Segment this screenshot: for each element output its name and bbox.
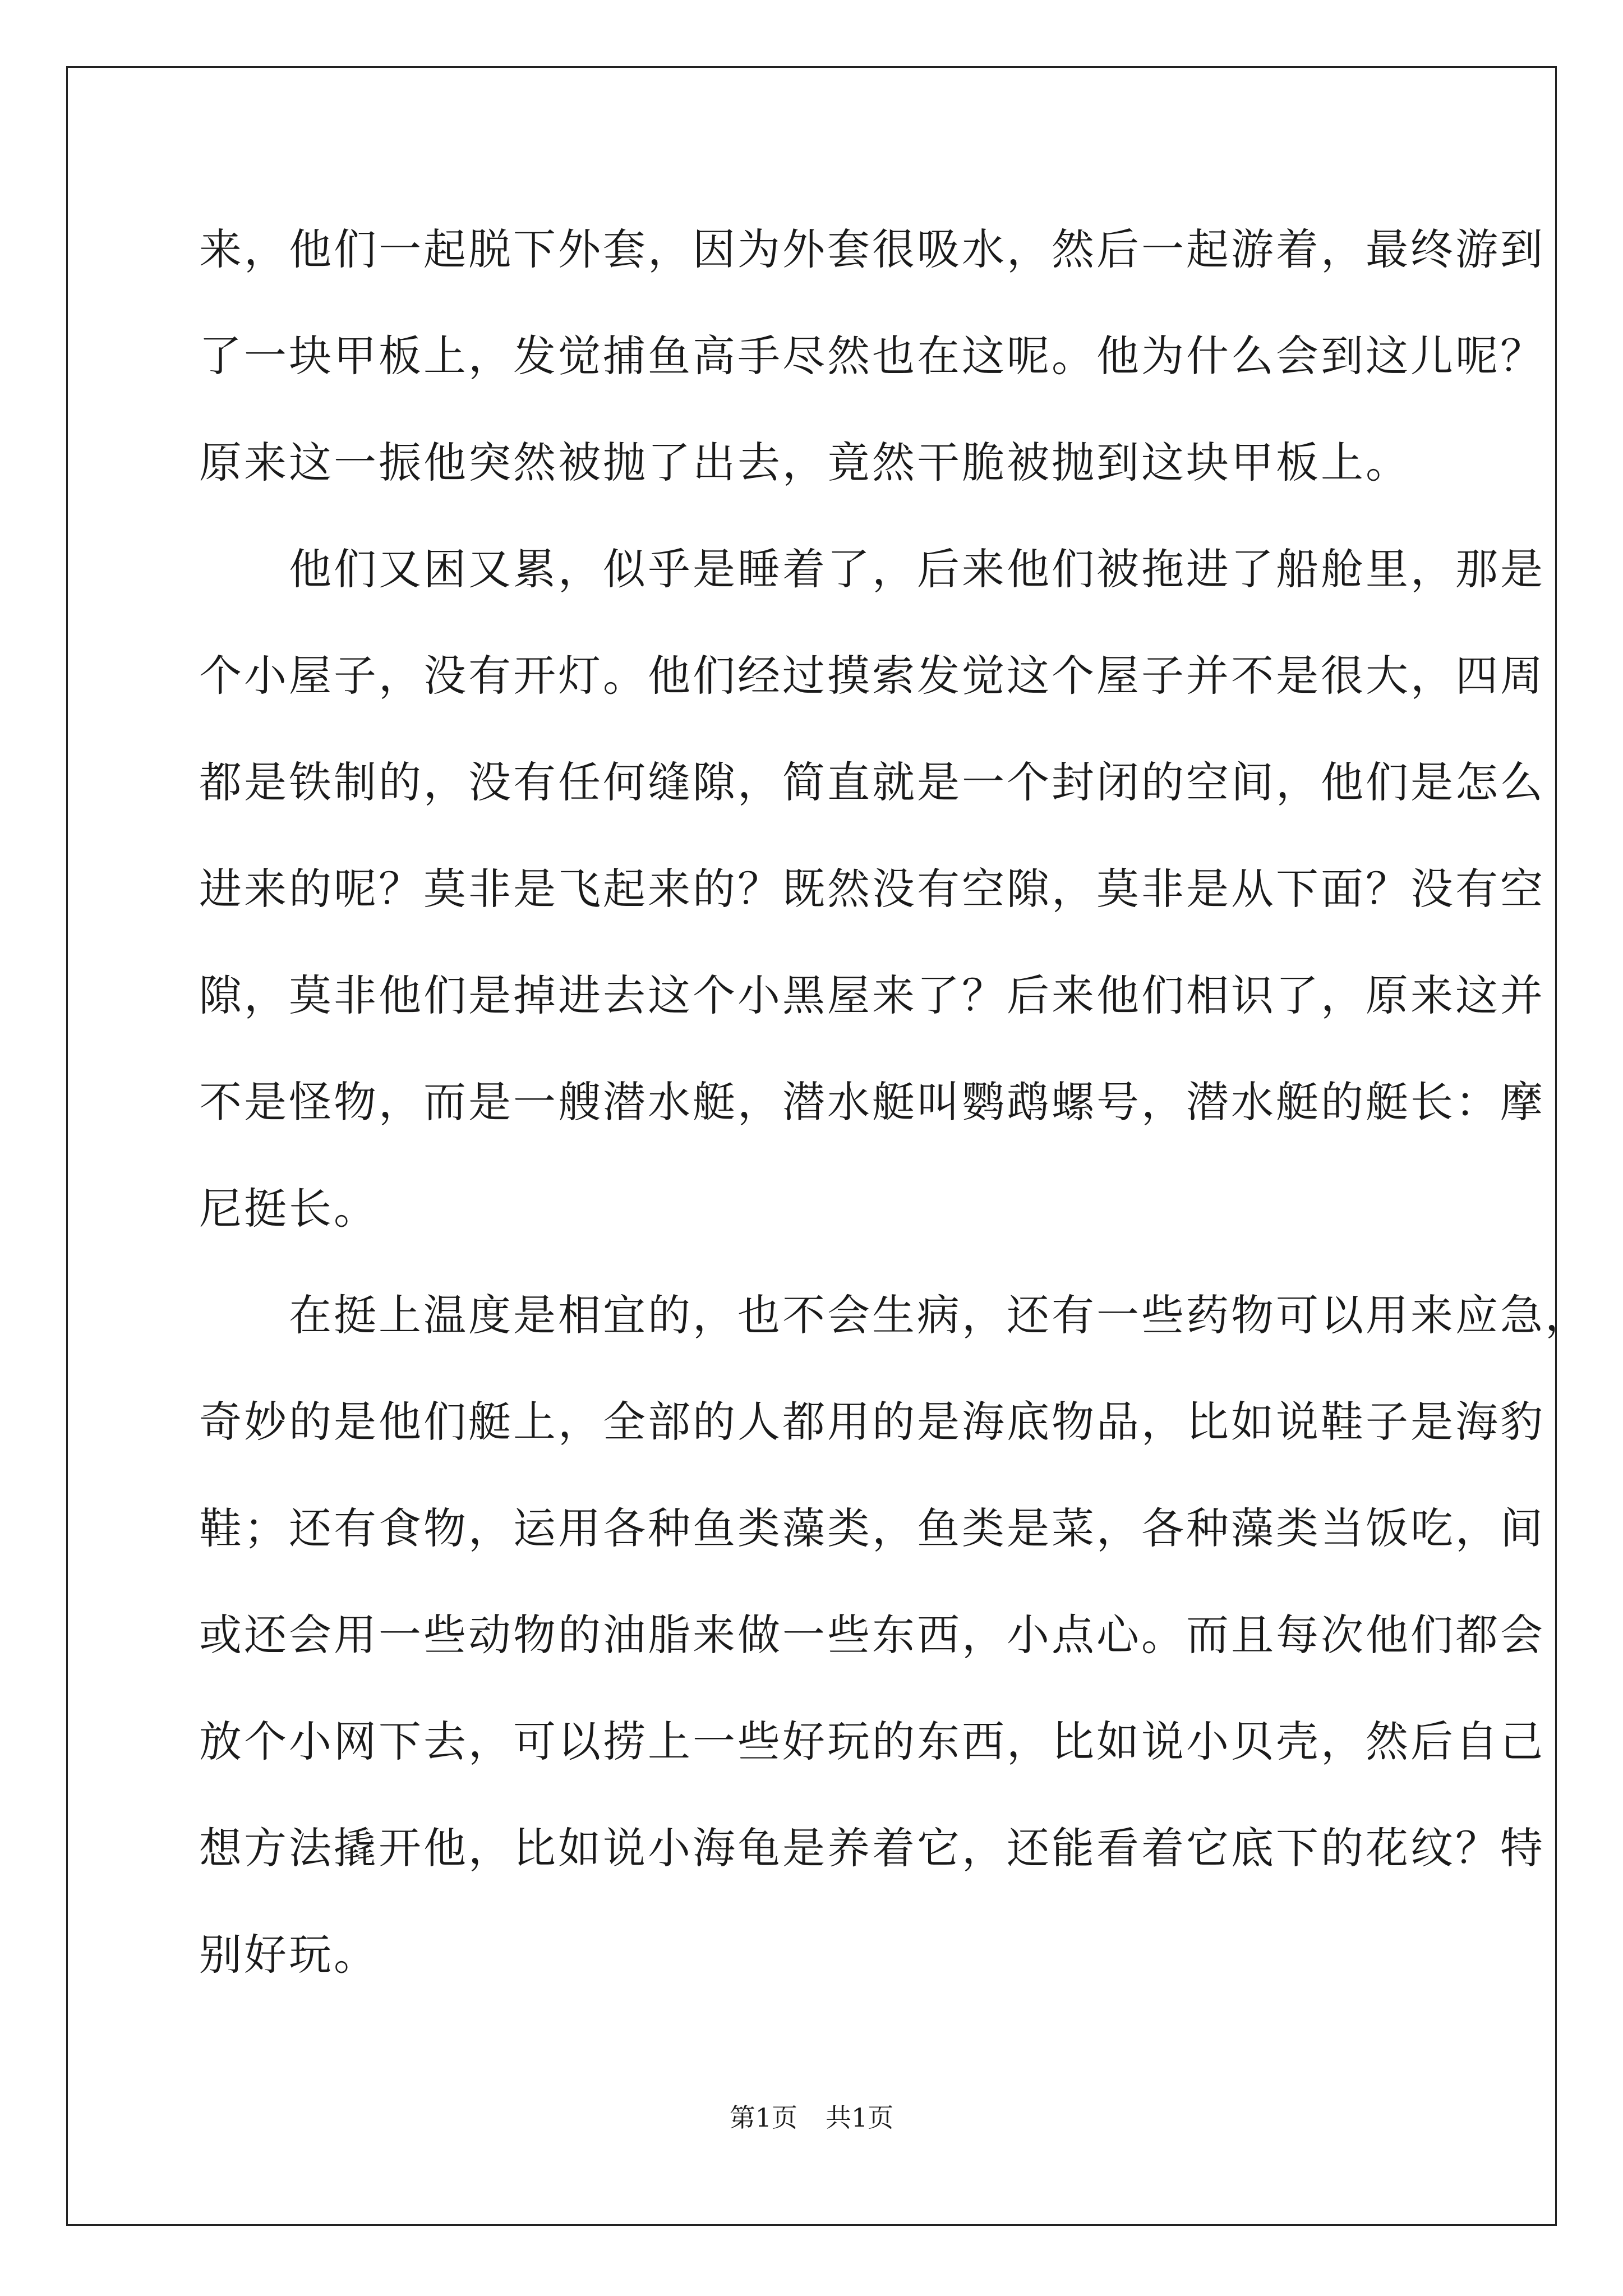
page-number: 第1页 (729, 2102, 797, 2133)
text-line: 他们又困又累，似乎是睡着了，后来他们被拖进了船舱里，那是 (199, 544, 1545, 594)
text-line: 都是铁制的，没有任何缝隙，简直就是一个封闭的空间，他们是怎么 (199, 757, 1545, 807)
text-line: 尼挺长。 (199, 1184, 379, 1234)
text-line: 了一块甲板上，发觉捕鱼高手尽然也在这呢。他为什么会到这儿呢？ (199, 331, 1545, 381)
text-line: 原来这一振他突然被抛了出去，竟然干脆被抛到这块甲板上。 (199, 438, 1410, 487)
text-line: 隙，莫非他们是掉进去这个小黑屋来了？后来他们相识了，原来这并 (199, 970, 1545, 1020)
text-line: 不是怪物，而是一艘潜水艇，潜水艇叫鹦鹉螺号，潜水艇的艇长：摩 (199, 1077, 1545, 1127)
text-line: 来，他们一起脱下外套，因为外套很吸水，然后一起游着，最终游到 (199, 224, 1545, 274)
text-line: 别好玩。 (199, 1930, 379, 1980)
text-line: 放个小网下去，可以捞上一些好玩的东西，比如说小贝壳，然后自己 (199, 1717, 1545, 1766)
text-line: 在挺上温度是相宜的，也不会生病，还有一些药物可以用来应急， (199, 1290, 1590, 1340)
text-line: 进来的呢？莫非是飞起来的？既然没有空隙，莫非是从下面？没有空 (199, 864, 1545, 914)
text-line: 想方法撬开他，比如说小海龟是养着它，还能看着它底下的花纹？特 (199, 1823, 1545, 1873)
page-total: 共1页 (826, 2102, 894, 2133)
text-line: 或还会用一些动物的油脂来做一些东西，小点心。而且每次他们都会 (199, 1610, 1545, 1660)
text-line: 个小屋子，没有开灯。他们经过摸索发觉这个屋子并不是很大，四周 (199, 651, 1545, 701)
text-line: 鞋；还有食物，运用各种鱼类藻类，鱼类是菜，各种藻类当饭吃，间 (199, 1503, 1545, 1553)
page-footer (0, 2101, 1623, 2134)
document-body (199, 196, 1590, 2008)
text-line: 奇妙的是他们艇上，全部的人都用的是海底物品，比如说鞋子是海豹 (199, 1397, 1545, 1447)
